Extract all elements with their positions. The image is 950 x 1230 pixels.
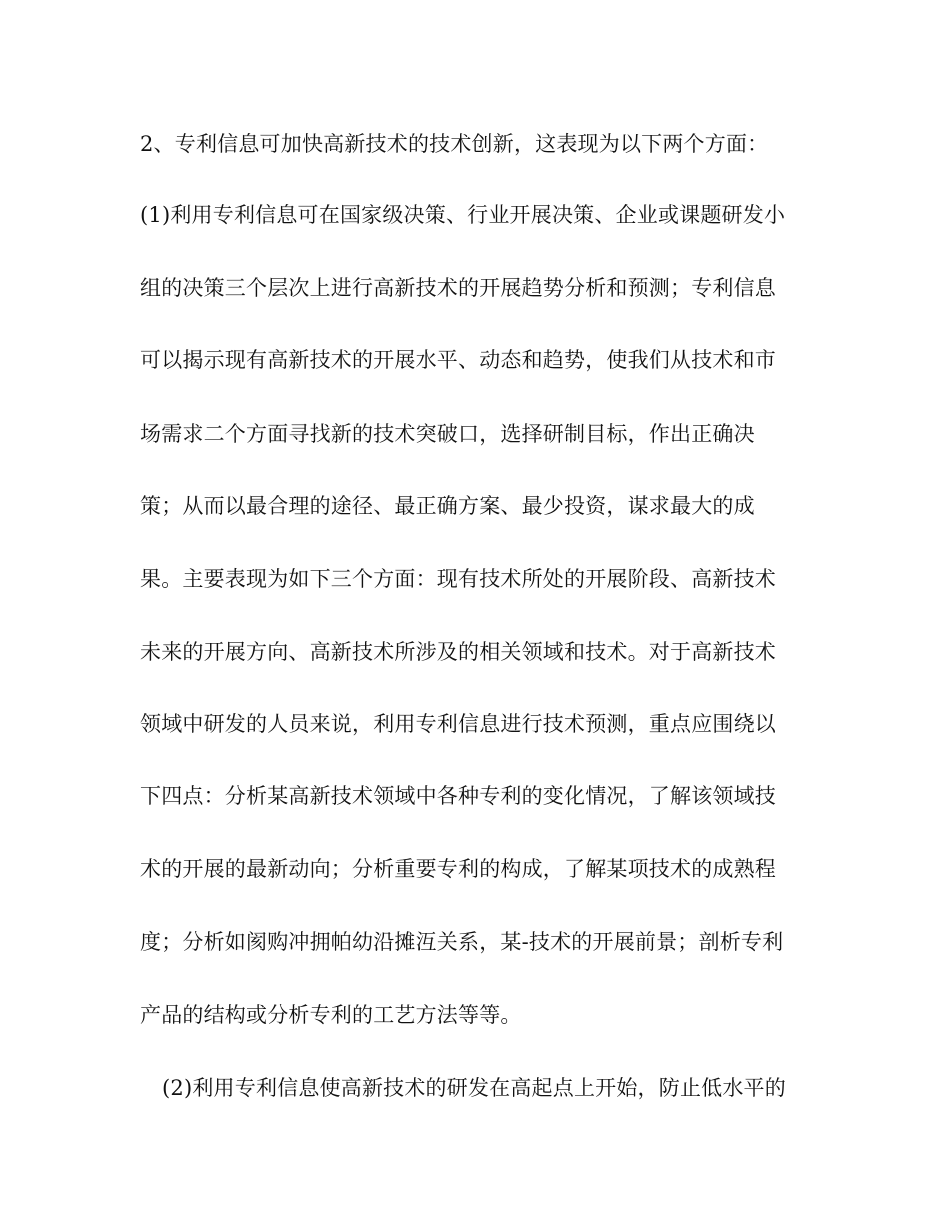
text-line: (1)利用专利信息可在国家级决策、行业开展决策、企业或课题研发小: [140, 203, 786, 227]
text-line: 术的开展的最新动向；分析重要专利的构成，了解某项技术的成熟程: [140, 857, 776, 881]
text-line: 策；从而以最合理的途径、最正确方案、最少投资，谋求最大的成: [140, 494, 755, 518]
text-line: 度；分析如阂购冲拥帕幼沿摊沍关系，某-技术的开展前景；剖析专利: [140, 930, 784, 954]
text-line: 领域中研发的人员来说，利用专利信息进行技术预测，重点应围绕以: [140, 712, 776, 736]
text-line: 可以揭示现有高新技术的开展水平、动态和趋势，使我们从技术和市: [140, 348, 776, 372]
text-line: 2、专利信息可加快高新技术的技术创新，这表现为以下两个方面：: [140, 132, 769, 156]
text-line: 未来的开展方向、高新技术所涉及的相关领域和技术。对于高新技术: [140, 640, 776, 664]
text-line: 产品的结构或分析专利的工艺方法等等。: [140, 1003, 522, 1027]
text-line: 果。主要表现为如下三个方面：现有技术所处的开展阶段、高新技术: [140, 567, 776, 591]
text-line: 场需求二个方面寻找新的技术突破口，选择研制目标，作出正确决: [140, 422, 755, 446]
text-line: 组的决策三个层次上进行高新技术的开展趋势分析和预测；专利信息: [140, 276, 776, 300]
text-line: 下四点：分析某高新技术领域中各种专利的变化情况，了解该领域技: [140, 784, 776, 808]
text-line: (2)利用专利信息使高新技术的研发在高起点上开始，防止低水平的: [162, 1076, 786, 1100]
